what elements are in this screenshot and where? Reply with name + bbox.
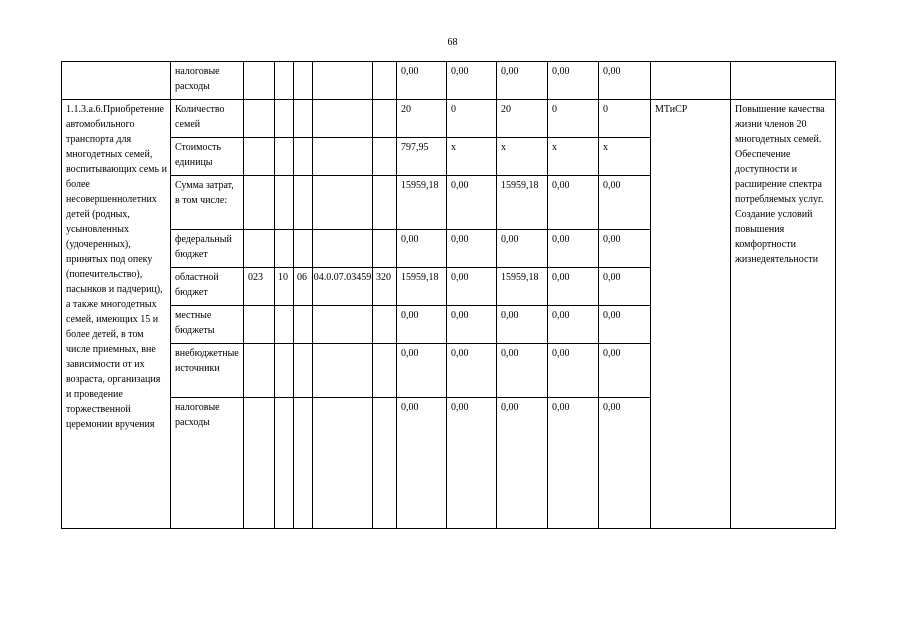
value-cell: 15959,18 — [397, 268, 447, 306]
vr-cell — [373, 100, 397, 138]
pr-cell: 06 — [294, 268, 313, 306]
vr-cell — [373, 138, 397, 176]
value-cell: 0,00 — [397, 344, 447, 398]
rz-cell — [275, 62, 294, 100]
rz-cell — [275, 176, 294, 230]
value-cell: 15959,18 — [497, 268, 548, 306]
value-cell: 0 — [548, 100, 599, 138]
value-cell: 0,00 — [599, 306, 651, 344]
indicator-cell: областной бюджет — [171, 268, 244, 306]
value-cell: х — [548, 138, 599, 176]
rz-cell — [275, 100, 294, 138]
pr-cell — [294, 62, 313, 100]
value-cell: 0,00 — [497, 344, 548, 398]
value-cell: х — [497, 138, 548, 176]
value-cell: 0,00 — [599, 398, 651, 529]
name-cell-empty — [62, 62, 171, 100]
grbs-cell: 023 — [244, 268, 275, 306]
value-cell: 0,00 — [447, 176, 497, 230]
vr-cell: 320 — [373, 268, 397, 306]
result-cell-empty — [731, 62, 836, 100]
indicator-cell: налоговые расходы — [171, 398, 244, 529]
value-cell: 0,00 — [548, 176, 599, 230]
executor-cell: МТиСР — [651, 100, 731, 529]
executor-cell-empty — [651, 62, 731, 100]
rz-cell — [275, 344, 294, 398]
value-cell: 0 — [599, 100, 651, 138]
value-cell: 0,00 — [447, 398, 497, 529]
value-cell: 0,00 — [548, 344, 599, 398]
value-cell: 0,00 — [397, 398, 447, 529]
pr-cell — [294, 306, 313, 344]
value-cell: 20 — [497, 100, 548, 138]
vr-cell — [373, 344, 397, 398]
vr-cell — [373, 230, 397, 268]
table-row — [62, 100, 836, 138]
value-cell: 0,00 — [447, 230, 497, 268]
value-cell: 0,00 — [447, 306, 497, 344]
value-cell: 0,00 — [497, 62, 548, 100]
page-number: 68 — [447, 37, 458, 48]
rz-cell — [275, 306, 294, 344]
grbs-cell — [244, 344, 275, 398]
value-cell: 0,00 — [397, 230, 447, 268]
pr-cell — [294, 344, 313, 398]
csr-cell — [313, 138, 373, 176]
vr-cell — [373, 176, 397, 230]
grbs-cell — [244, 306, 275, 344]
value-cell: 0,00 — [548, 306, 599, 344]
value-cell: 0,00 — [447, 344, 497, 398]
vr-cell — [373, 398, 397, 529]
csr-cell — [313, 230, 373, 268]
rz-cell: 10 — [275, 268, 294, 306]
rz-cell — [275, 398, 294, 529]
value-cell: 0,00 — [447, 62, 497, 100]
csr-cell: 04.0.07.03459 — [313, 268, 373, 306]
indicator-cell: федеральный бюджет — [171, 230, 244, 268]
rz-cell — [275, 138, 294, 176]
value-cell: 15959,18 — [397, 176, 447, 230]
value-cell: 0,00 — [447, 268, 497, 306]
indicator-cell: налоговые расходы — [171, 62, 244, 100]
pr-cell — [294, 176, 313, 230]
grbs-cell — [244, 398, 275, 529]
pr-cell — [294, 138, 313, 176]
value-cell: 0,00 — [599, 176, 651, 230]
value-cell: 0,00 — [599, 230, 651, 268]
value-cell: 0,00 — [497, 306, 548, 344]
vr-cell — [373, 306, 397, 344]
value-cell: 0,00 — [599, 268, 651, 306]
value-cell: 20 — [397, 100, 447, 138]
indicator-cell: внебюджетные источники — [171, 344, 244, 398]
csr-cell — [313, 344, 373, 398]
pr-cell — [294, 398, 313, 529]
pr-cell — [294, 100, 313, 138]
result-cell: Повышение качества жизни членов 20 многодетных семей. Обеспечение доступности и расширение спектра потребляемых услуг. Создание условий повышения комфортности жизнедеятельности — [731, 100, 836, 529]
pr-cell — [294, 230, 313, 268]
value-cell: 0,00 — [497, 398, 548, 529]
indicator-cell: Сумма затрат, в том числе: — [171, 176, 244, 230]
measure-name-cell: 1.1.3.а.6.Приобретение автомобильного транспорта для многодетных семей, воспитывающих семь и более несовершеннолетних детей (родных, усыновленных (удочеренных), принятых под опеку (попечительство), пасынков и падчериц), а также многодетных семей, имеющих 15 и более детей, в том числе приемных, вне зависимости от их возраста, организация и проведение торжественной церемонии вручения — [62, 100, 171, 529]
grbs-cell — [244, 138, 275, 176]
value-cell: х — [447, 138, 497, 176]
csr-cell — [313, 306, 373, 344]
table-row — [62, 62, 836, 100]
grbs-cell — [244, 100, 275, 138]
indicator-cell: Стоимость единицы — [171, 138, 244, 176]
grbs-cell — [244, 176, 275, 230]
value-cell: 0,00 — [397, 62, 447, 100]
value-cell: 0,00 — [599, 62, 651, 100]
csr-cell — [313, 398, 373, 529]
grbs-cell — [244, 230, 275, 268]
csr-cell — [313, 176, 373, 230]
csr-cell — [313, 100, 373, 138]
value-cell: 0,00 — [397, 306, 447, 344]
vr-cell — [373, 62, 397, 100]
value-cell: 0,00 — [548, 398, 599, 529]
value-cell: 797,95 — [397, 138, 447, 176]
value-cell: 0 — [447, 100, 497, 138]
value-cell: х — [599, 138, 651, 176]
value-cell: 0,00 — [548, 62, 599, 100]
value-cell: 0,00 — [599, 344, 651, 398]
csr-cell — [313, 62, 373, 100]
value-cell: 0,00 — [497, 230, 548, 268]
value-cell: 15959,18 — [497, 176, 548, 230]
value-cell: 0,00 — [548, 230, 599, 268]
grbs-cell — [244, 62, 275, 100]
budget-table — [61, 61, 836, 529]
rz-cell — [275, 230, 294, 268]
value-cell: 0,00 — [548, 268, 599, 306]
indicator-cell: местные бюджеты — [171, 306, 244, 344]
indicator-cell: Количество семей — [171, 100, 244, 138]
